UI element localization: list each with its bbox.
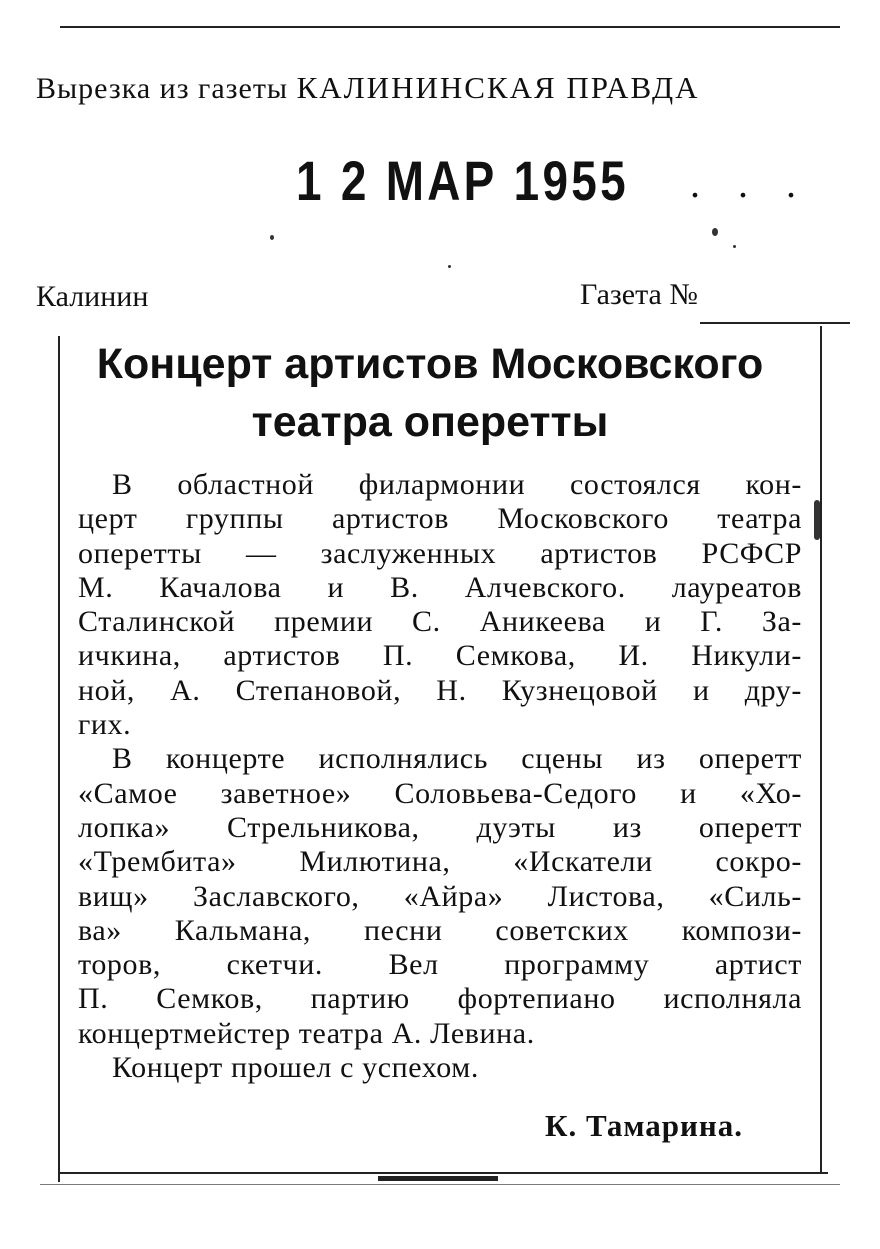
body-line: «Трембита» Милютина, «Искатели сокро- — [78, 845, 802, 879]
body-line: Сталинской премии С. Аникеева и Г. За- — [78, 605, 802, 639]
body-line: концертмейстер театра А. Левина. — [78, 1016, 535, 1050]
body-line: лопка» Стрельникова, дуэты из оперетт — [78, 810, 802, 844]
city-label: Калинин — [36, 280, 149, 313]
scan-speck — [448, 265, 451, 268]
body-line: П. Семков, партию фортепиано исполняла — [78, 982, 802, 1016]
top-rule — [60, 26, 840, 28]
headline-line: театра оперетты — [251, 398, 609, 446]
headline-line: Концерт артистов Московского — [96, 340, 764, 388]
body-line: ва» Кальмана, песни советских компози- — [78, 913, 802, 947]
body-line: оперетты — заслуженных артистов РСФСР — [78, 536, 802, 570]
body-line: В областной филармонии состоялся кон- — [112, 468, 802, 501]
body-line: церт группы артистов Московского театра — [78, 502, 802, 536]
body-line: Концерт прошел с успехом. — [112, 1051, 479, 1085]
clipping-prefix: Вырезка из газеты — [36, 72, 289, 105]
body-line: ичкина, артистов П. Семкова, И. Никули- — [78, 639, 802, 673]
body-line: «Самое заветное» Соловьева-Седого и «Хо- — [78, 776, 802, 810]
scan-speck — [270, 235, 274, 240]
article-headline — [70, 335, 790, 451]
article-body — [78, 468, 802, 1085]
gazeta-underline — [700, 322, 850, 324]
body-line: вищ» Заславского, «Айра» Листова, «Силь- — [78, 879, 802, 913]
article-signature: К. Тамарина. — [545, 1108, 743, 1143]
bottom-mark — [378, 1176, 498, 1181]
body-line: гих. — [78, 708, 132, 742]
body-line: М. Качалова и В. Алчевского. лауреатов — [78, 570, 802, 604]
body-line: ной, А. Степановой, Н. Кузнецовой и дру- — [78, 673, 802, 707]
scan-speck — [814, 500, 820, 540]
date-stamp: 1 2 МАР 1955 — [296, 149, 629, 212]
gazeta-number-label: Газета № — [580, 278, 698, 311]
scan-speck — [712, 228, 718, 236]
body-line: торов, скетчи. Вел программу артист — [78, 948, 802, 982]
body-line: В концерте исполнялись сцены из оперетт — [112, 742, 802, 776]
frame-bottom — [58, 1172, 828, 1174]
newspaper-name: КАЛИНИНСКАЯ ПРАВДА — [296, 70, 700, 105]
scan-speck — [733, 245, 736, 248]
frame-right — [820, 326, 822, 1172]
stamp-trailing-dots: . . . — [690, 161, 810, 206]
frame-left — [58, 336, 60, 1182]
clipping-header — [36, 70, 699, 106]
bottom-rule — [40, 1184, 840, 1185]
